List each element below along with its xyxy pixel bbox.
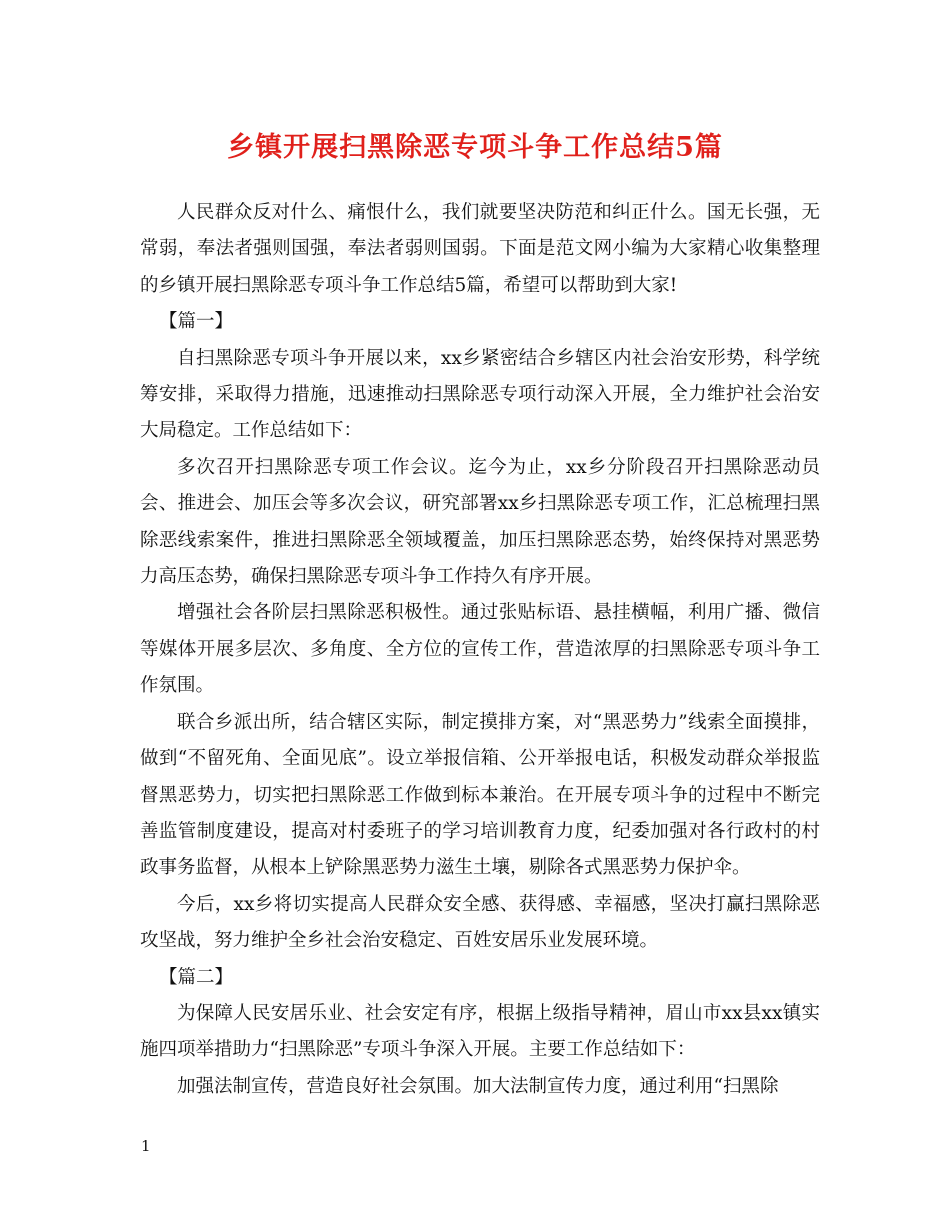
section-heading-1: 【篇一】: [159, 311, 234, 333]
intro-paragraph: 人民群众反对什么、痛恨什么，我们就要坚决防范和纠正什么。国无长强，无常弱，奉法者强则国强，奉法者弱则国弱。下面是范文网小编为大家精心收集整理的乡镇开展扫黑除恶专项斗争工作总结5篇，希望可以帮助到大家!: [140, 202, 820, 296]
section-heading-2: 【篇二】: [159, 966, 234, 988]
paragraph: 自扫黑除恶专项斗争开展以来，xx乡紧密结合乡辖区内社会治安形势，科学统筹安排，采取得力措施，迅速推动扫黑除恶专项行动深入开展，全力维护社会治安大局稳定。工作总结如下：: [140, 347, 820, 442]
paragraph: 加强法制宣传，营造良好社会氛围。加大法制宣传力度，通过利用“扫黑除: [177, 1075, 779, 1097]
paragraph: 增强社会各阶层扫黑除恶积极性。通过张贴标语、悬挂横幅，利用广播、微信等媒体开展多层次、多角度、全方位的宣传工作，营造浓厚的扫黑除恶专项斗争工作氛围。: [140, 602, 820, 697]
paragraph: 联合乡派出所，结合辖区实际，制定摸排方案，对“黑恶势力”线索全面摸排，做到“不留死角、全面见底”。设立举报信箱、公开举报电话，积极发动群众举报监督黑恶势力，切实把扫黑除恶工作做到标本兼治。在开展专项斗争的过程中不断完善监管制度建设，提高对村委班子的学习培训教育力度，纪委加强对各行政村的村政事务监督，从根本上铲除黑恶势力滋生土壤，剔除各式黑恶势力保护伞。: [140, 711, 820, 879]
page-number: 1: [141, 1137, 151, 1155]
paragraph: 今后，xx乡将切实提高人民群众安全感、获得感、幸福感，坚决打赢扫黑除恶攻坚战，努力维护全乡社会治安稳定、百姓安居乐业发展环境。: [140, 893, 820, 952]
paragraph: 多次召开扫黑除恶专项工作会议。迄今为止，xx乡分阶段召开扫黑除恶动员会、推进会、加压会等多次会议，研究部署xx乡扫黑除恶专项工作，汇总梳理扫黑除恶线索案件，推进扫黑除恶全领域覆盖，加压扫黑除恶态势，始终保持对黑恶势力高压态势，确保扫黑除恶专项斗争工作持久有序开展。: [140, 456, 820, 588]
document-body: [140, 195, 820, 1105]
document-title: 乡镇开展扫黑除恶专项斗争工作总结5篇: [227, 132, 723, 163]
paragraph: 为保障人民安居乐业、社会安定有序，根据上级指导精神，眉山市xx县xx镇实施四项举措助力“扫黑除恶”专项斗争深入开展。主要工作总结如下：: [140, 1002, 820, 1061]
